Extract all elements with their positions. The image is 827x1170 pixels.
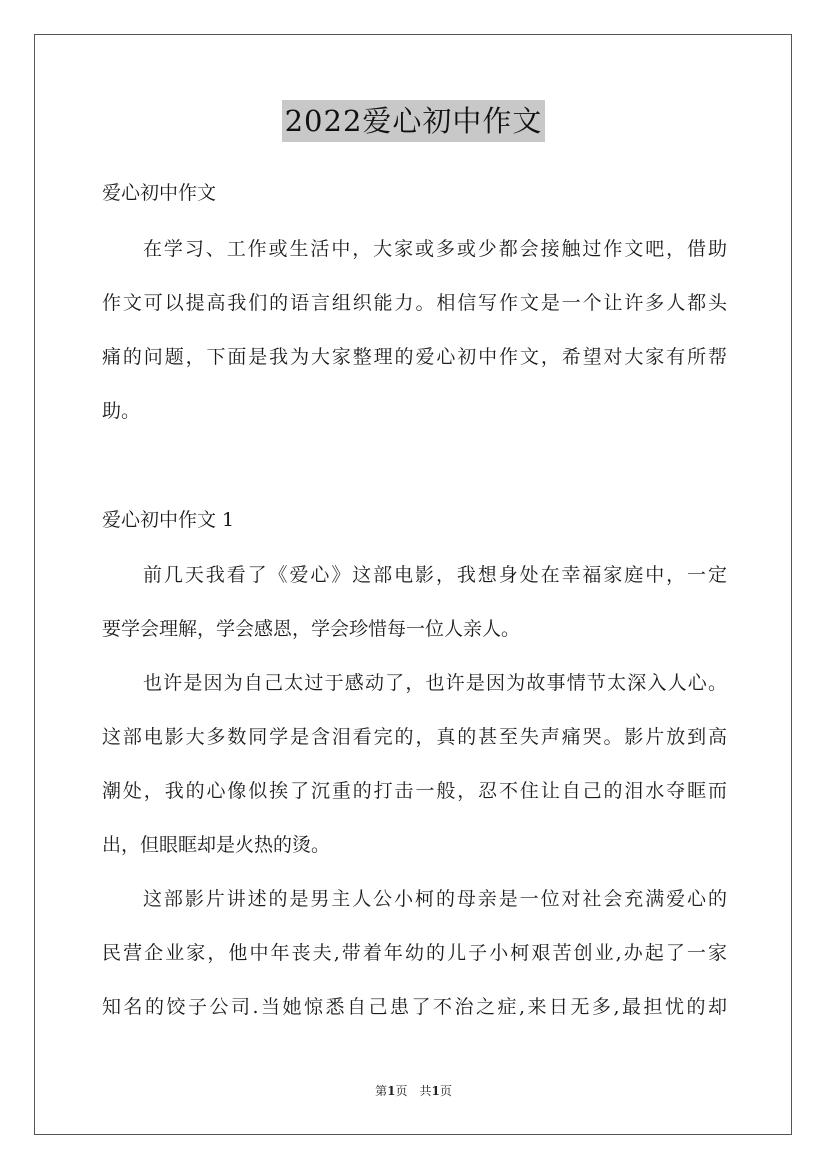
footer-prefix: 第: [375, 1084, 388, 1098]
paragraph-line: 这部电影大多数同学是含泪看完的，真的甚至失声痛哭。影片放到高: [102, 726, 727, 748]
paragraph-line: 要学会理解，学会感恩，学会珍惜每一位人亲人。: [102, 618, 521, 640]
document-title: 2022爱心初中作文: [282, 100, 546, 142]
paragraph-line: 知名的饺子公司.当她惊悉自己患了不治之症,来日无多,最担忧的却: [102, 996, 727, 1018]
paragraph-line: 潮处，我的心像似挨了沉重的打击一般，忍不住让自己的泪水夺眶而: [102, 780, 727, 802]
footer-total-pages: 1: [431, 1084, 440, 1098]
paragraph-line: 这部影片讲述的是男主人公小柯的母亲是一位对社会充满爱心的: [143, 888, 727, 910]
page-footer: [0, 1083, 827, 1099]
intro-line: 作文可以提高我们的语言组织能力。相信写作文是一个让许多人都头: [102, 292, 727, 314]
intro-line: 在学习、工作或生活中，大家或多或少都会接触过作文吧，借助: [143, 238, 727, 260]
title-container: [0, 100, 827, 142]
paragraph-line: 出，但眼眶却是火热的烫。: [102, 834, 331, 856]
footer-suffix: 页: [439, 1084, 452, 1098]
intro-line: 助。: [102, 400, 141, 422]
section-heading: 爱心初中作文: [102, 182, 217, 204]
intro-line: 痛的问题，下面是我为大家整理的爱心初中作文，希望对大家有所帮: [102, 346, 727, 368]
footer-current-page: 1: [387, 1084, 396, 1098]
paragraph-line: 前几天我看了《爱心》这部电影，我想身处在幸福家庭中，一定: [143, 564, 727, 586]
section-heading: 爱心初中作文 1: [102, 509, 235, 531]
paragraph-line: 也许是因为自己太过于感动了，也许是因为故事情节太深入人心。: [143, 672, 727, 694]
footer-mid: 页 共: [395, 1084, 432, 1098]
paragraph-line: 民营企业家，他中年丧夫,带着年幼的儿子小柯艰苦创业,办起了一家: [102, 942, 727, 964]
